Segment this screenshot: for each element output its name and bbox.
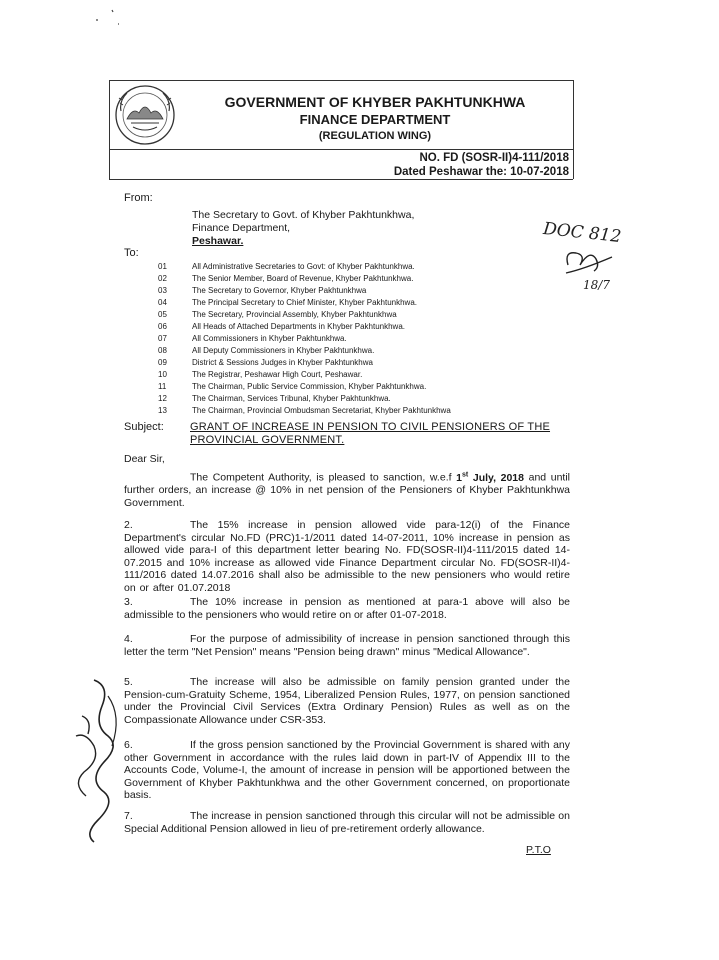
to-item-text: All Administrative Secretaries to Govt: of Khyber Pakhtunkhwa. [192, 262, 415, 271]
to-item-text: The Senior Member, Board of Revenue, Khyber Pakhtunkhwa. [192, 274, 414, 283]
paragraph-1-text-a: The Competent Authority, is pleased to sanction, w.e.f [190, 471, 457, 484]
header-department: FINANCE DEPARTMENT [299, 112, 451, 127]
to-item-text: The Principal Secretary to Chief Minister, Khyber Pakhtunkhwa. [192, 298, 417, 307]
paragraph-number: 6. [124, 739, 133, 751]
paragraph-number: 5. [124, 676, 133, 688]
to-item-text: The Chairman, Services Tribunal, Khyber Pakhtunkhwa. [192, 394, 391, 403]
header-government: GOVERNMENT OF KHYBER PAKHTUNKHWA [224, 94, 526, 110]
to-item-text: All Deputy Commissioners in Khyber Pakhtunkhwa. [192, 346, 375, 355]
to-item-number: 04 [158, 298, 167, 307]
header-wing: (REGULATION WING) [318, 130, 432, 142]
from-label: From: [124, 192, 153, 204]
paragraph-text: If the gross pension sanctioned by the Provincial Government is shared with any other Government in accordance with the rules laid down in part-IV of Appendix III to the Accounts Code, Volume-I, the amount of increase in pension will be apportioned between the Government of Khyber Pakhtunkhwa and the other Government concerned, on proportionate basis. [124, 739, 570, 801]
to-item-number: 12 [158, 394, 167, 403]
reference-number: NO. FD (SOSR-II)4-111/2018 [419, 152, 569, 164]
to-item-text: All Commissioners in Khyber Pakhtunkhwa. [192, 334, 347, 343]
to-item-number: 11 [158, 382, 167, 391]
to-item-text: The Chairman, Provincial Ombudsman Secretariat, Khyber Pakhtunkhwa [192, 406, 451, 415]
header-left-rule [109, 80, 110, 179]
subject-line-1: GRANT OF INCREASE IN PENSION TO CIVIL PENSIONERS OF THE [190, 421, 551, 433]
to-item-number: 06 [158, 322, 167, 331]
to-item-number: 07 [158, 334, 167, 343]
emblem-icon [113, 83, 177, 147]
reference-date: Dated Peshawar the: 10-07-2018 [393, 166, 569, 178]
paragraph-text: The increase will also be admissible on family pension granted under the Pension-cum-Gratuity Scheme, 1954, Liberalized Pension Rules, 1977, on pension sanctioned under the Provincial Civil Services (Extra Ordinary Pension) Rules as well as on the Compassionate Allowance under CSR-353. [124, 676, 570, 726]
to-item-number: 09 [158, 358, 167, 367]
subject-line-2: PROVINCIAL GOVERNMENT. [190, 434, 345, 446]
to-item-number: 03 [158, 286, 167, 295]
to-item-text: The Secretary, Provincial Assembly, Khyber Pakhtunkhwa [192, 310, 397, 319]
to-item-number: 08 [158, 346, 167, 355]
paragraph-1-date-rest: July, 2018 [468, 471, 524, 484]
to-item-number: 02 [158, 274, 167, 283]
header-middle-rule [109, 149, 573, 150]
paragraph-1 [124, 469, 570, 509]
to-item-text: District & Sessions Judges in Khyber Pakhtunkhwa [192, 358, 373, 367]
to-item-text: The Registrar, Peshawar High Court, Peshawar. [192, 370, 363, 379]
handwritten-date: 18/7 [583, 278, 610, 292]
from-line-1: The Secretary to Govt. of Khyber Pakhtunkhwa, [192, 209, 415, 221]
subject-label: Subject: [124, 421, 164, 433]
paragraph-number: 2. [124, 519, 133, 531]
paragraph-1-date-day: 1 [456, 471, 462, 484]
salutation: Dear Sir, [124, 453, 165, 465]
to-item-text: The Chairman, Public Service Commission, Khyber Pakhtunkhwa. [192, 382, 427, 391]
handwritten-diary-number: DOC 812 [542, 218, 623, 248]
page-turn-over: P.T.O [526, 844, 551, 856]
paragraph-number: 7. [124, 810, 133, 822]
to-item-number: 05 [158, 310, 167, 319]
handwritten-initials-scribble [560, 243, 620, 279]
stray-marks [94, 6, 134, 30]
to-item-number: 01 [158, 262, 167, 271]
to-item-text: All Heads of Attached Departments in Khyber Pakhtunkhwa. [192, 322, 406, 331]
from-line-3: Peshawar. [192, 235, 244, 247]
paragraph-text: The increase in pension sanctioned through this circular will not be admissible on Special Additional Pension allowed in lieu of pre-retirement orderly allowance. [124, 810, 570, 835]
header-bottom-rule [109, 179, 573, 180]
header-right-rule [573, 80, 574, 179]
paragraph-1-date-ordinal: st [462, 471, 469, 478]
to-label: To: [124, 247, 139, 259]
from-line-2: Finance Department, [192, 222, 291, 234]
to-item-text: The Secretary to Governor, Khyber Pakhtunkhwa [192, 286, 367, 295]
paragraph-number: 3. [124, 596, 133, 608]
paragraph-1-text-c: and until further orders, an increase @ 10% in net pension of the Pensioners of Khyber Pakhtunkhwa Government. [124, 471, 571, 509]
paragraph-text: The 15% increase in pension allowed vide para-12(i) of the Finance Department's circular No.FD (PRC)1-1/2011 dated 14-07-2011, 10% increase in pension as allowed vide para-I of this department letter bearing No. FD(SOSR-II)4-111/2015 dated 14-07.2015 and 10% increase as allowed vide Finance Department circular No. FD(SOSR-II)4-111/2016 dated 14.07.2016 shall also be admissible to the new pensioners who would retire on or after 01.07.2018 [124, 519, 570, 594]
header-top-rule [109, 80, 573, 81]
paragraph-text: The 10% increase in pension as mentioned at para-1 above will also be admissible to the pensioners who would retire on or after 01-07-2018. [124, 596, 570, 621]
paragraph-text: For the purpose of admissibility of increase in pension sanctioned through this letter the term "Net Pension" means "Pension being drawn" minus "Medical Allowance". [124, 633, 570, 658]
to-item-number: 13 [158, 406, 167, 415]
paragraph-number: 4. [124, 633, 133, 645]
to-item-number: 10 [158, 370, 167, 379]
signature-scribble [64, 676, 128, 846]
